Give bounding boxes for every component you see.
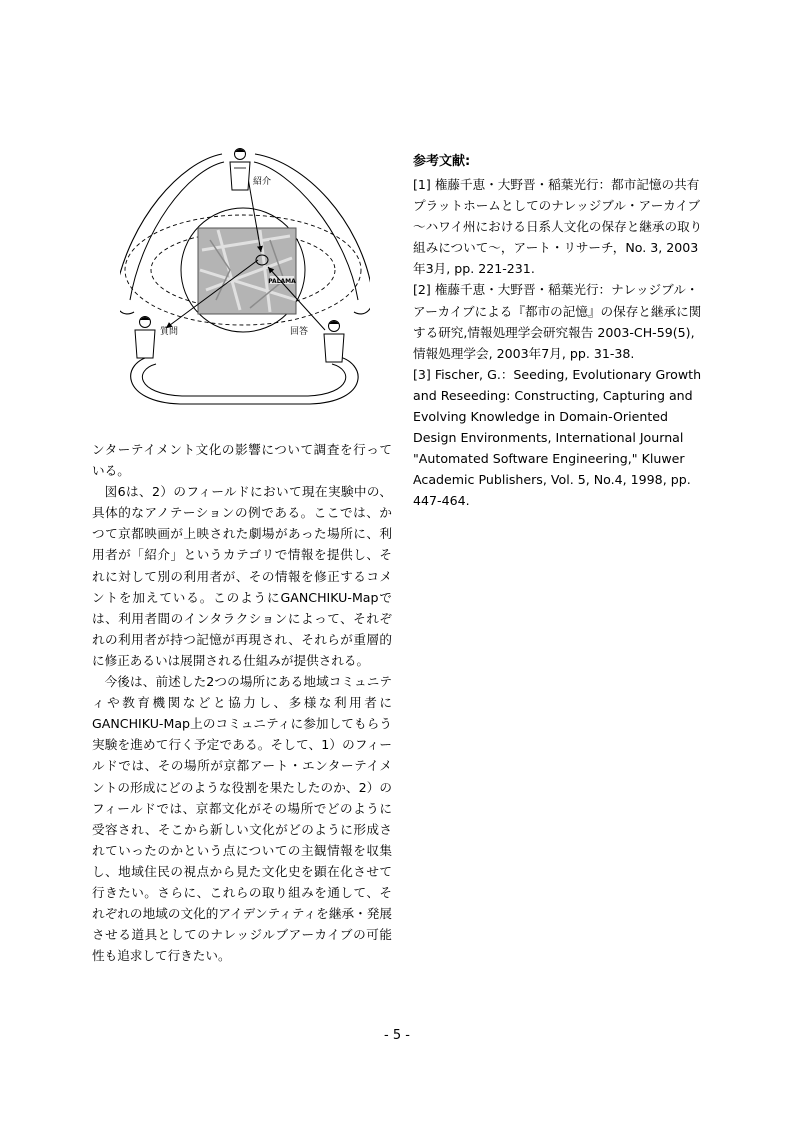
bottom-loop — [131, 356, 358, 404]
body-text-column — [92, 439, 392, 966]
map-image — [198, 228, 296, 314]
reference-item: [2] 権藤千恵・大野晋・稲葉光行：ナレッジブル・アーカイブによる『都市の記憶』の保存と継承に関する研究,情報処理学会研究報告 2003-CH-59(5), 情報処理学会, 2003年7月, pp. 31-38. — [413, 282, 702, 361]
person-top-icon — [230, 149, 250, 191]
body-paragraph: 図6は、2）のフィールドにおいて現在実験中の、具体的なアノテーションの例である。ここでは、かつて京都映画が上映された劇場があった場所に、利用者が「紹介」というカテゴリで情報を提供し、それに対して別の利用者が、その情報を修正するコメントを加えている。このようにGANCHIKU-Mapでは、利用者間のインタラクションによって、それぞれの利用者が持つ記憶が再現され、それらが重層的に修正あるいは展開される仕組みが提供される。 — [92, 484, 392, 668]
bottom-loop-inner — [142, 364, 345, 396]
map-sign-label: PALAMA — [268, 278, 296, 285]
body-paragraph: 今後は、前述した2つの場所にある地域コミュニティや教育機関などと協力し、多様な利用者にGANCHIKU-Map上のコミュニティに参加してもらう実験を進めて行く予定である。そして、1）のフィールドでは、その場所が京都アート・エンターテイメントの形成にどのような役割を果たしたのか、2）のフィールドでは、京都文化がその場所でどのように受容され、そこから新しい文化がどのように形成されていったのかという点についての主観情報を収集し、地域住民の視点から見た文化史を顕在化させて行きたい。さらに、これらの取り組みを通して、それぞれの地域の文化的アイデンティティを継承・発展させる道具としてのナレッジルブアーカイブの可能性も追求して行きたい。 — [92, 674, 392, 964]
label-introduce: 紹介 — [253, 177, 272, 187]
label-answer: 回答 — [290, 327, 309, 337]
references-heading: 参考文献: — [413, 154, 471, 169]
reference-item: [1] 権藤千恵・大野晋・稲葉光行：都市記憶の共有プラットホームとしてのナレッジブル・アーカイブ～ハワイ州における日系人文化の保存と継承の取り組みについて～，アート・リサーチ，No. 3, 2003年3月, pp. 221-231. — [413, 177, 703, 277]
page-number: - 5 - — [384, 1028, 410, 1043]
person-right-icon — [324, 321, 344, 363]
reference-item: [3] Fischer, G.：Seeding, Evolutionary Growth and Reseeding: Constructing, Capturing and Evolving Knowledge in Domain-Oriented Design Environments, International Journal "Automated Software Engineering," Kluwer Academic Publishers, Vol. 5, No.4, 1998, pp. 447-464. — [413, 366, 702, 509]
interaction-diagram — [120, 140, 370, 408]
references-section — [413, 152, 709, 512]
label-question: 質問 — [160, 327, 179, 337]
body-paragraph: ンターテイメント文化の影響について調査を行っている。 — [92, 442, 392, 479]
person-left-icon — [135, 317, 155, 359]
